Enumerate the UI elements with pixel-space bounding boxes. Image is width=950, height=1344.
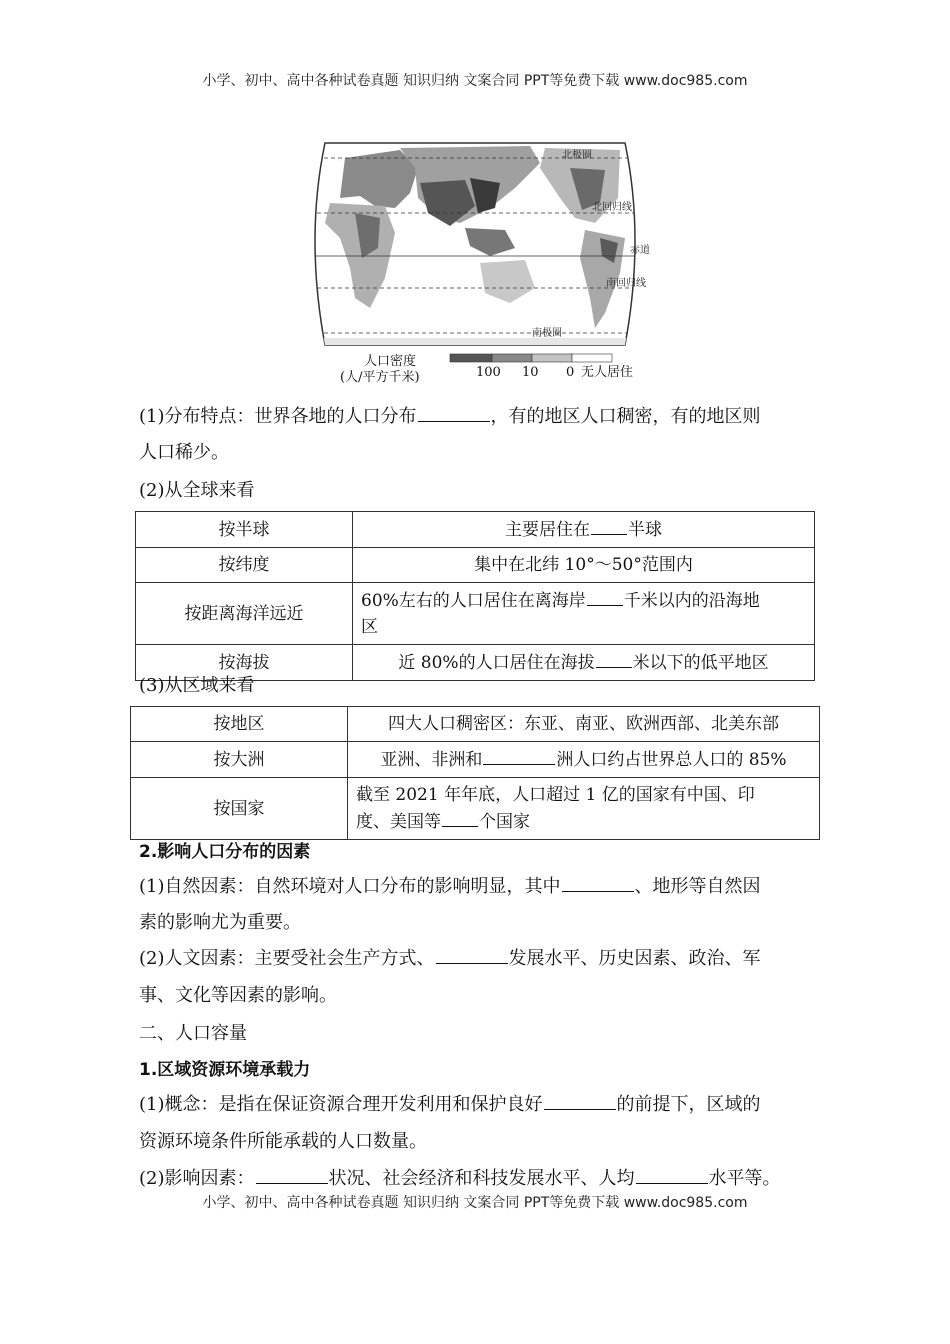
text: 主要居住在 xyxy=(505,520,590,540)
s1-label: (1)分布特点：世界各地的人口分布 xyxy=(139,406,417,427)
world-map-graphic xyxy=(300,138,650,388)
answer-blank[interactable] xyxy=(418,403,490,422)
text: 洲人口约占世界总人口的 85% xyxy=(556,750,787,770)
table-row xyxy=(131,742,820,778)
label-tropic-cancer: 北回归线 xyxy=(592,202,632,213)
natural-factors-line2: 素的影响尤为重要。 xyxy=(139,912,301,933)
text: 度、美国等 xyxy=(356,812,441,832)
factors-heading: 2.影响人口分布的因素 xyxy=(139,842,311,862)
legend-tick-100: 100 xyxy=(476,365,501,380)
answer-blank[interactable] xyxy=(636,1165,708,1184)
row-key: 按地区 xyxy=(131,707,348,742)
row-key: 按国家 xyxy=(131,778,348,840)
distribution-feature-line2: 人口稀少。 xyxy=(139,442,229,463)
text: 状况、社会经济和科技发展水平、人均 xyxy=(328,1168,635,1189)
label-arctic-circle: 北极圈 xyxy=(562,150,592,161)
label-tropic-capricorn: 南回归线 xyxy=(606,278,646,289)
legend-tick-0: 0 xyxy=(566,365,575,380)
answer-blank[interactable] xyxy=(544,1091,616,1110)
text: 截至 2021 年年底，人口超过 1 亿的国家有中国、印 xyxy=(356,785,755,805)
table-row xyxy=(136,512,815,548)
answer-blank[interactable] xyxy=(483,746,555,765)
text: 的前提下，区域的 xyxy=(616,1094,761,1115)
regional-view-title: (3)从区域来看 xyxy=(139,675,255,696)
row-key: 按距离海洋远近 xyxy=(136,583,353,645)
answer-blank[interactable] xyxy=(587,587,623,606)
population-density-map xyxy=(300,138,650,388)
legend-title: 人口密度 xyxy=(364,354,417,369)
text: 千米以内的沿海地 xyxy=(623,591,760,611)
legend-unit: (人/平方千米) xyxy=(340,370,420,385)
s1-after: ，有的地区人口稠密，有的地区则 xyxy=(490,406,761,427)
text: 60%左右的人口居住在离海岸 xyxy=(361,591,586,611)
row-value xyxy=(353,583,815,645)
section-population-capacity: 二、人口容量 xyxy=(139,1023,247,1044)
answer-blank[interactable] xyxy=(596,649,632,668)
text: 发展水平、历史因素、政治、军 xyxy=(508,948,761,969)
row-value xyxy=(348,742,820,778)
row-key: 按大洲 xyxy=(131,742,348,778)
answer-blank[interactable] xyxy=(256,1165,328,1184)
row-key: 按海拔 xyxy=(136,645,353,681)
carrying-capacity-heading: 1.区域资源环境承载力 xyxy=(139,1060,311,1080)
row-value: 集中在北纬 10°～50°范围内 xyxy=(353,548,815,583)
row-value xyxy=(348,778,820,840)
legend-tick-10: 10 xyxy=(522,365,539,380)
row-value xyxy=(353,512,815,548)
table-row xyxy=(136,583,815,645)
row-value: 四大人口稠密区：东亚、南亚、欧洲西部、北美东部 xyxy=(348,707,820,742)
text: (2)影响因素： xyxy=(139,1168,255,1189)
row-key: 按半球 xyxy=(136,512,353,548)
human-factors-line2: 事、文化等因素的影响。 xyxy=(139,985,337,1006)
global-distribution-table xyxy=(135,511,815,681)
page-header: 小学、初中、高中各种试卷真题 知识归纳 文案合同 PPT等免费下载 www.doc985.com xyxy=(202,73,748,89)
concept xyxy=(139,1089,761,1121)
table-row xyxy=(131,778,820,840)
answer-blank[interactable] xyxy=(562,873,634,892)
table-row xyxy=(136,548,815,583)
concept-line2: 资源环境条件所能承载的人口数量。 xyxy=(139,1131,427,1152)
label-antarctic-circle: 南极圈 xyxy=(532,328,562,339)
text: 、地形等自然因 xyxy=(634,876,761,897)
text: 区 xyxy=(361,617,378,637)
answer-blank[interactable] xyxy=(436,945,508,964)
global-view-title: (2)从全球来看 xyxy=(139,480,255,501)
table-row xyxy=(131,707,820,742)
legend-scale xyxy=(450,354,612,362)
text: 亚洲、非洲和 xyxy=(380,750,483,770)
text: (1)自然因素：自然环境对人口分布的影响明显，其中 xyxy=(139,876,561,897)
text: 米以下的低平地区 xyxy=(632,653,769,673)
answer-blank[interactable] xyxy=(442,808,478,827)
text: 近 80%的人口居住在海拔 xyxy=(398,653,595,673)
row-key: 按纬度 xyxy=(136,548,353,583)
text: 水平等。 xyxy=(708,1168,781,1189)
natural-factors xyxy=(139,871,761,903)
page-footer: 小学、初中、高中各种试卷真题 知识归纳 文案合同 PPT等免费下载 www.doc985.com xyxy=(202,1195,748,1211)
answer-blank[interactable] xyxy=(591,516,627,535)
row-value xyxy=(353,645,815,681)
text: (1)概念：是指在保证资源合理开发利用和保护良好 xyxy=(139,1094,543,1115)
text: 个国家 xyxy=(479,812,530,832)
human-factors xyxy=(139,943,761,975)
text: (2)人文因素：主要受社会生产方式、 xyxy=(139,948,435,969)
legend-uninhabited: 无人居住 xyxy=(581,365,634,380)
influencing-factors xyxy=(139,1163,781,1195)
label-equator: 赤道 xyxy=(630,245,650,256)
distribution-feature xyxy=(139,401,761,433)
regional-distribution-table xyxy=(130,706,820,840)
text: 半球 xyxy=(628,520,662,540)
